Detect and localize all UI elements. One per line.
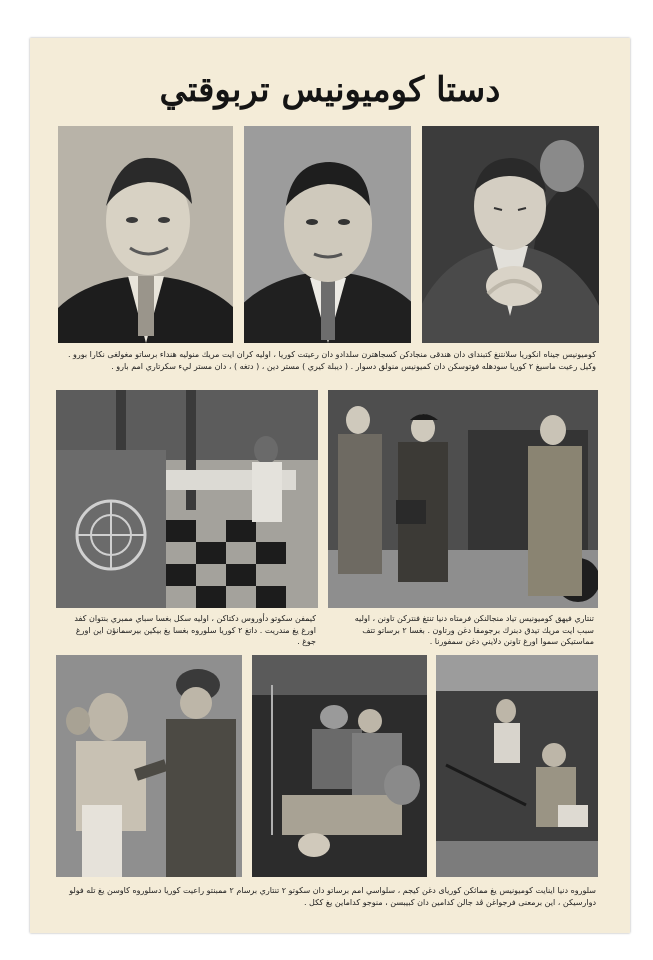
document-title: دستا كوميونيس تربوقتي [159, 70, 501, 110]
document-page [30, 38, 630, 933]
photo-soldier-and-refugee [56, 655, 242, 877]
caption-row1: كوميونيس جيناه انكوريا سلانتنغ كتبنداى دان هندقى منجادكن كسجاهترن سلدادو دان رعيتت كوريا ، اوليه كران ايت مريك منوليه هنداء برساتو مغولغى نكارا بورو . وكيل رعيت ماسيغ ٢ كوريا سودهله فوتوسكن دان كميونيس منولق دسوار . ( ديبلة كيري ) مستر دين ، ( دتغه ) ، دان مستر ليء سكرتاري امم بارو . [67, 350, 596, 371]
photo-field-hospital-un-flag [56, 390, 318, 608]
photo-portrait-smiling-man [58, 126, 233, 343]
photo-men-in-coats-with-soldier [328, 390, 598, 608]
caption-row2-left: كيمفن سكوتو دأوروس دكتاكن ، اوليه سكل بغسا سباي ممبري بنتوان كفد اورغ يغ مندريت . داتغ ٢ كوريا سلوروه بغسا يغ بيكين بيرسمانؤن اين اورغ جوغ . [74, 614, 316, 646]
photo-portrait-man-in-suit [244, 126, 411, 343]
photo-portrait-man-hands-clasped [422, 126, 599, 343]
caption-row3: سلوروه دنيا اينايت كوميونيس يغ مماثكن كورياى دغن كيجم ، سلواسي امم برساتو دان سكوتو ٢ تنتاري برسام ٢ ممبنتو راعيت كوريا دسلوروه كاوسن يغ تله فولو دوارسيكن ، اين برمعنى فرجواغن ڤد جالن كدامين دان كبيبسن ، منوجو كداماين يغ ككل . [69, 886, 596, 907]
photo-soldier-with-radio [436, 655, 598, 877]
caption-row2-right: تنتاري فيهق كوميونيس تياد منجالنكن فرمتاه دنيا تنتغ فنتركن تاونن ، اوليه سبب ايت مريك تيدق دبنرك برجومفا دغن ورتاون . بغسا ٢ برساتو تتف مماستيكن سموا اورغ تاونن دلايني دغن سمفورنا . [354, 614, 594, 646]
photo-medics-treating-wounded [252, 655, 427, 877]
